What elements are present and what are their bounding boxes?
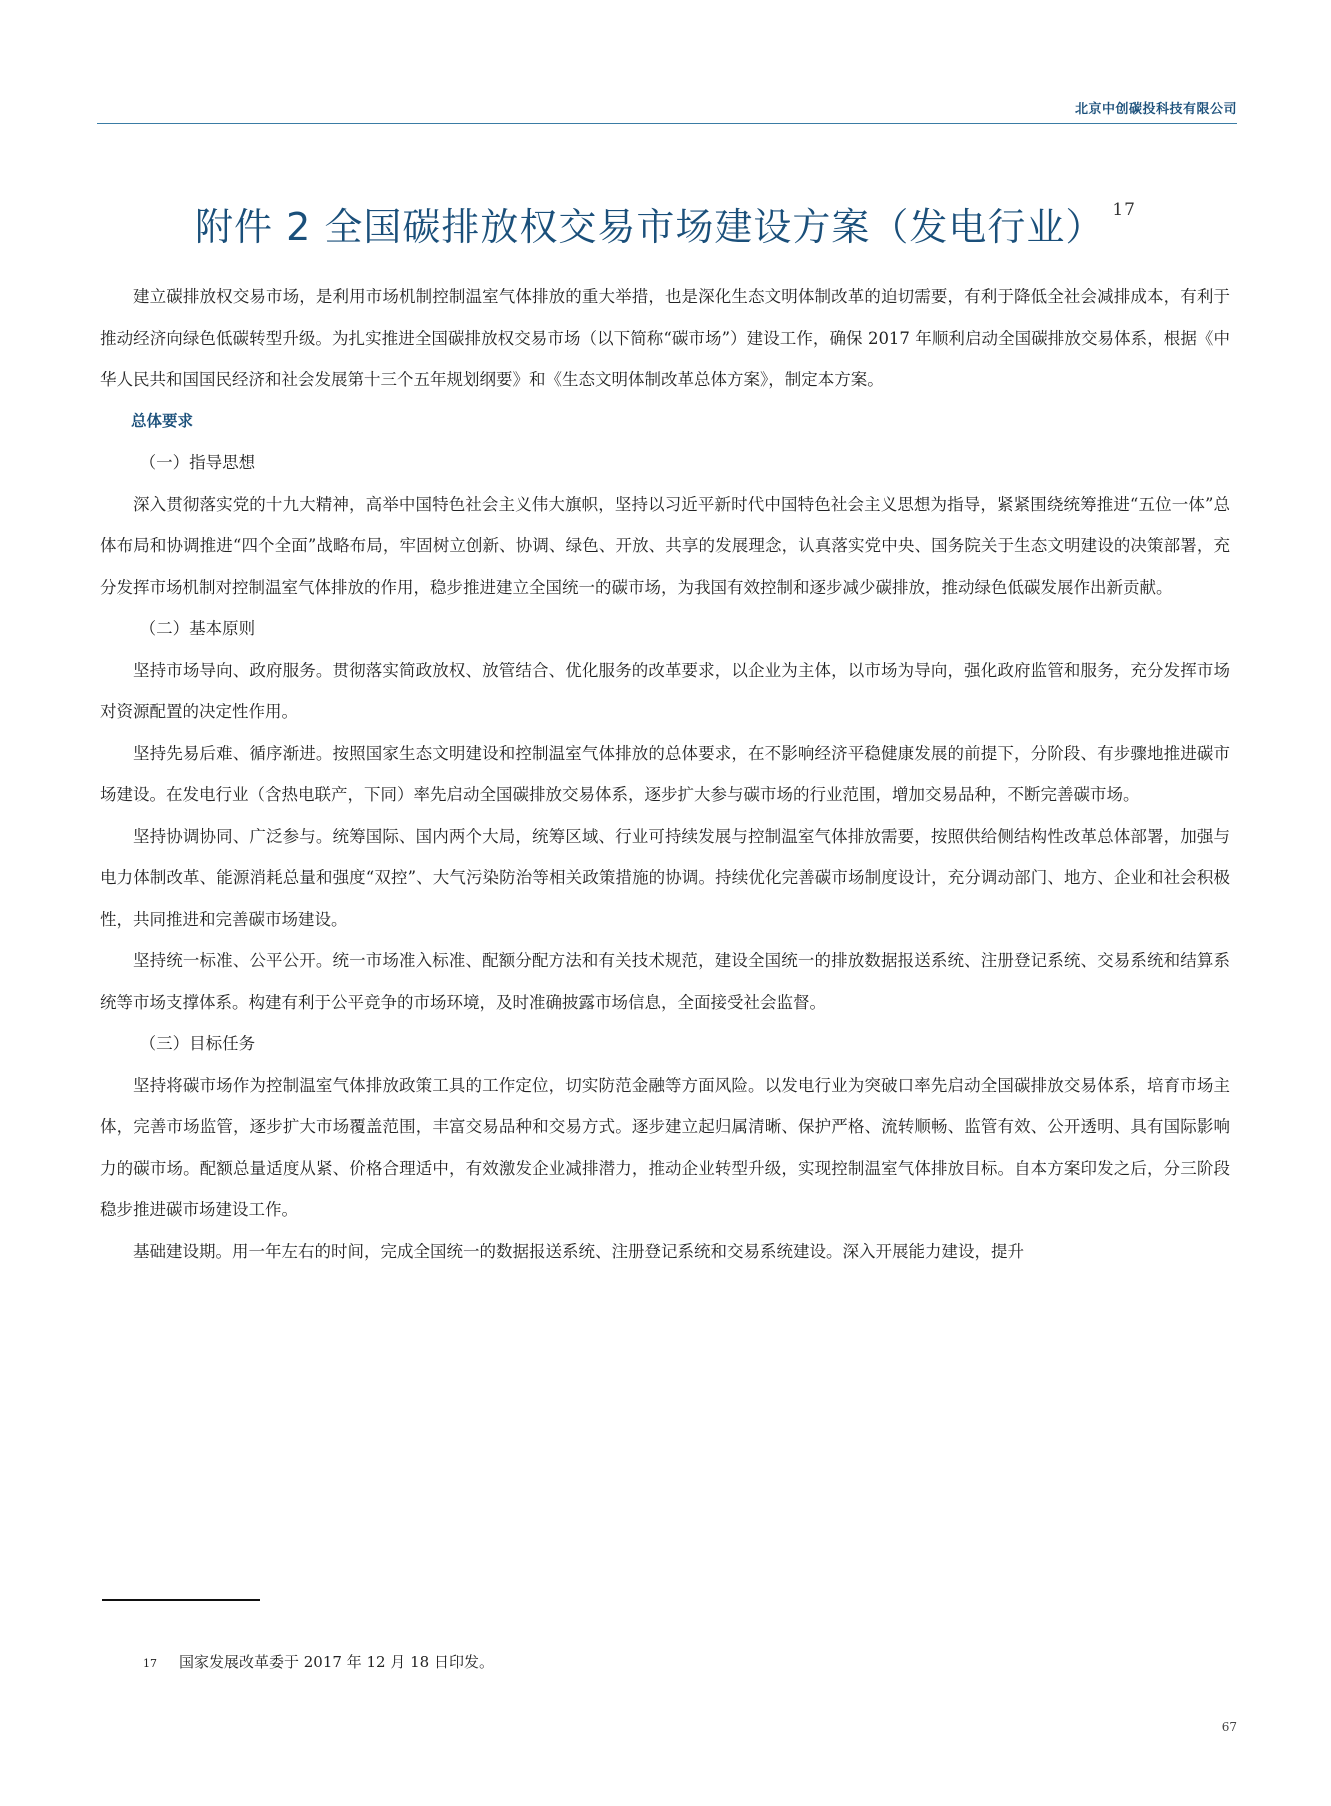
document-title: [0, 196, 1331, 251]
body-paragraph: 坚持先易后难、循序渐进。按照国家生态文明建设和控制温室气体排放的总体要求，在不影响经济平稳健康发展的前提下，分阶段、有步骤地推进碳市场建设。在发电行业（含热电联产，下同）率先启动全国碳排放交易体系，逐步扩大参与碳市场的行业范围，增加交易品种，不断完善碳市场。: [100, 743, 1230, 804]
document-body: [100, 276, 1230, 1272]
document-title-text: 附件 2 全国碳排放权交易市场建设方案（发电行业）: [195, 205, 1105, 249]
subsection-heading: （一）指导思想: [139, 453, 256, 472]
body-paragraph: 坚持协调协同、广泛参与。统筹国际、国内两个大局，统筹区域、行业可持续发展与控制温室气体排放需要，按照供给侧结构性改革总体部署，加强与电力体制改革、能源消耗总量和强度“双控”、大气污染防治等相关政策措施的协调。持续优化完善碳市场制度设计，充分调动部门、地方、企业和社会积极性，共同推进和完善碳市场建设。: [100, 826, 1230, 929]
subsection-heading: （三）目标任务: [139, 1034, 256, 1053]
footnote: [143, 1651, 494, 1672]
intro-paragraph: 建立碳排放权交易市场，是利用市场机制控制温室气体排放的重大举措，也是深化生态文明体制改革的迫切需要，有利于降低全社会减排成本，有利于推动经济向绿色低碳转型升级。为扎实推进全国碳排放权交易市场（以下简称“碳市场”）建设工作，确保 2017 年顺利启动全国碳排放交易体系，根据《中华人民共和国国民经济和社会发展第十三个五年规划纲要》和《生态文明体制改革总体方案》，制定本方案。: [100, 287, 1230, 389]
header-company-name: 北京中创碳投科技有限公司: [1074, 102, 1237, 117]
subsection-heading: （二）基本原则: [139, 619, 256, 638]
body-paragraph: 坚持市场导向、政府服务。贯彻落实简政放权、放管结合、优化服务的改革要求，以企业为主体，以市场为导向，强化政府监管和服务，充分发挥市场对资源配置的决定性作用。: [100, 660, 1230, 721]
body-paragraph: 坚持将碳市场作为控制温室气体排放政策工具的工作定位，切实防范金融等方面风险。以发电行业为突破口率先启动全国碳排放交易体系，培育市场主体，完善市场监管，逐步扩大市场覆盖范围，丰富交易品种和交易方式。逐步建立起归属清晰、保护严格、流转顺畅、监管有效、公开透明、具有国际影响力的碳市场。配额总量适度从紧、价格合理适中，有效激发企业减排潜力，推动企业转型升级，实现控制温室气体排放目标。自本方案印发之后，分三阶段稳步推进碳市场建设工作。: [100, 1075, 1230, 1219]
page-number: 67: [1221, 1720, 1237, 1734]
body-paragraph: 基础建设期。用一年左右的时间，完成全国统一的数据报送系统、注册登记系统和交易系统建设。深入开展能力建设，提升: [133, 1241, 1024, 1261]
footnote-divider: [102, 1599, 260, 1601]
footnote-number: 17: [143, 1656, 157, 1670]
title-footnote-ref: 17: [1112, 200, 1136, 220]
section-heading: 总体要求: [131, 411, 194, 430]
body-paragraph: 深入贯彻落实党的十九大精神，高举中国特色社会主义伟大旗帜，坚持以习近平新时代中国特色社会主义思想为指导，紧紧围绕统筹推进“五位一体”总体布局和协调推进“四个全面”战略布局，牢固树立创新、协调、绿色、开放、共享的发展理念，认真落实党中央、国务院关于生态文明建设的决策部署，充分发挥市场机制对控制温室气体排放的作用，稳步推进建立全国统一的碳市场，为我国有效控制和逐步减少碳排放，推动绿色低碳发展作出新贡献。: [100, 494, 1230, 597]
footnote-text: 国家发展改革委于 2017 年 12 月 18 日印发。: [179, 1653, 494, 1671]
body-paragraph: 坚持统一标准、公平公开。统一市场准入标准、配额分配方法和有关技术规范，建设全国统一的排放数据报送系统、注册登记系统、交易系统和结算系统等市场支撑体系。构建有利于公平竞争的市场环境，及时准确披露市场信息，全面接受社会监督。: [100, 951, 1230, 1012]
header-divider: [97, 123, 1237, 124]
